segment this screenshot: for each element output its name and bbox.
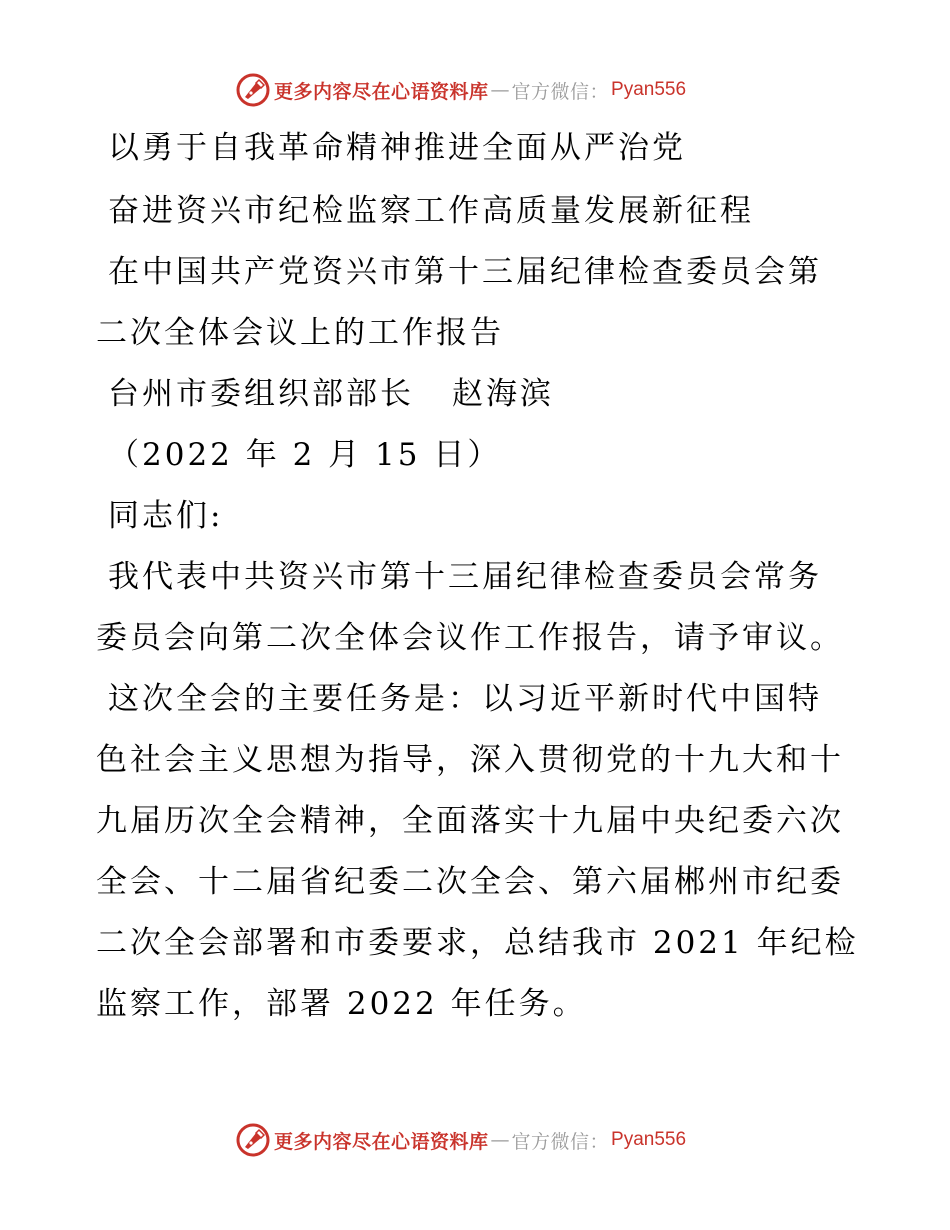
paragraph-2-line: 九届历次全会精神，全面落实十九届中央纪委六次 [96, 803, 844, 839]
watermark-official-label: 官方微信： [511, 1130, 610, 1153]
document-date: （2022 年 2 月 15 日） [108, 437, 502, 473]
paragraph-2-line: 全会、十二届省纪委二次全会、第六届郴州市纪委 [96, 864, 844, 900]
document-subtitle-line-1: 在中国共产党资兴市第十三届纪律检查委员会第 [108, 254, 822, 290]
paragraph-2-line: 二次全会部署和市委要求，总结我市 2021 年纪检 [96, 925, 859, 961]
watermark-official-label: 官方微信： [511, 80, 610, 103]
watermark-separator: — [490, 1129, 510, 1151]
watermark-separator: — [490, 79, 510, 101]
paragraph-1-line: 我代表中共资兴市第十三届纪律检查委员会常务 [108, 559, 822, 595]
author-position: 台州市委组织部部长 [108, 376, 414, 412]
header-watermark [236, 72, 686, 108]
footer-watermark [236, 1122, 686, 1158]
document-salutation: 同志们: [108, 498, 224, 534]
watermark-brand-text: 更多内容尽在心语资料库 [274, 1130, 489, 1153]
document-body [96, 118, 859, 1035]
paragraph-1-line: 委员会向第二次全体会议作工作报告，请予审议。 [96, 620, 844, 656]
paragraph-2-line: 色社会主义思想为指导，深入贯彻党的十九大和十 [96, 742, 844, 778]
watermark-wechat-id: Pyan556 [611, 79, 687, 100]
pen-nib-logo-icon [236, 73, 270, 107]
watermark-brand-text: 更多内容尽在心语资料库 [274, 80, 489, 103]
document-title-line-1: 以勇于自我革命精神推进全面从严治党 [108, 130, 686, 166]
watermark-wechat-id: Pyan556 [611, 1129, 687, 1150]
paragraph-2-line: 监察工作，部署 2022 年任务。 [96, 986, 587, 1022]
paragraph-2-line: 这次全会的主要任务是：以习近平新时代中国特 [108, 681, 822, 717]
pen-nib-logo-icon [236, 1123, 270, 1157]
author-name: 赵海滨 [452, 376, 554, 412]
document-author [96, 364, 856, 425]
document-title-line-2: 奋进资兴市纪检监察工作高质量发展新征程 [108, 193, 754, 229]
document-subtitle-line-2: 二次全体会议上的工作报告 [96, 315, 504, 351]
